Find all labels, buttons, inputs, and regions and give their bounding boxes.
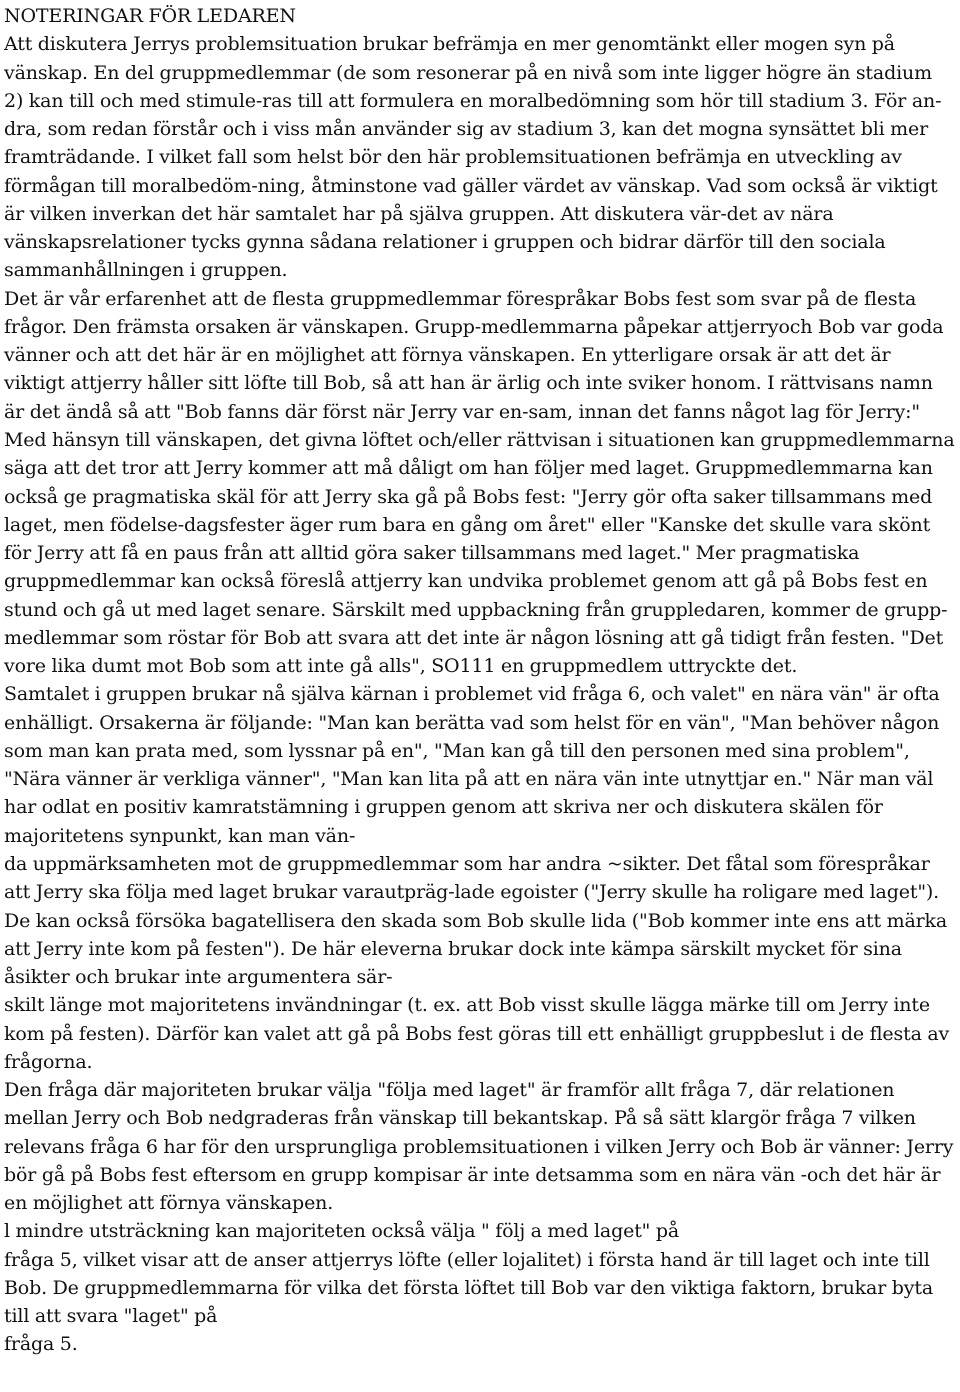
paragraph-8: fråga 5, vilket visar att de anser attjerrys löfte (eller lojalitet) i första hand är till laget och inte till Bob. De gruppmedlemmarna för vilka det första löftet till Bob var den viktiga faktorn, brukar byta till att svara "laget" på [4, 1248, 934, 1328]
paragraph-7: l mindre utsträckning kan majoriteten också välja " följ a med laget" på [4, 1220, 680, 1243]
paragraph-1: Att diskutera Jerrys problemsituation brukar befrämja en mer genomtänkt eller mogen syn på vänskap. En del gruppmedlemmar (de som resonerar på en nivå som inte ligger högre än stadium 2) kan till och med stimule-ras till att formulera en moralbedömning som hör till stadium 3. För an-dra, som redan förstår och i viss mån använder sig av stadium 3, kan det mogna synsättet bli mer framträdande. I vilket fall som helst bör den här problemsituationen befrämja en utveckling av förmågan till moralbedöm-ning, åtminstone vad gäller värdet av vänskap. Vad som också är viktigt är vilken inverkan det här samtalet har på själva gruppen. Att diskutera vär-det av nära vänskapsrelationer tycks gynna sådana relationer i gruppen och bidrar därför till den sociala sammanhållningen i gruppen. [4, 33, 942, 282]
paragraph-3: Samtalet i gruppen brukar nå själva kärnan i problemet vid fråga 6, och valet" en nära vän" är ofta enhälligt. Orsakerna är följande: "Man kan berätta vad som helst för en vän", "Man behöver någon som man kan prata med, som lyssnar på en", "Man kan gå till den personen med sina problem", "Nära vänner är verkliga vänner", "Man kan lita på att en nära vän inte utnyttjar en." När man väl har odlat en positiv kamratstämning i gruppen genom att skriva ner och diskutera skälen för majoritetens synpunkt, kan man vän- [4, 683, 940, 847]
paragraph-4: da uppmärksamheten mot de gruppmedlemmar som har andra ~sikter. Det fåtal som förespråkar att Jerry ska följa med laget brukar varautpräg-lade egoister ("Jerry skulle ha roligare med laget"). De kan också försöka bagatellisera den skada som Bob skulle lida ("Bob kommer inte ens att märka att Jerry inte kom på festen"). De här eleverna brukar dock inte kämpa särskilt mycket för sina åsikter och brukar inte argumentera sär- [4, 852, 948, 989]
document-heading: NOTERINGAR FÖR LEDAREN [4, 5, 296, 27]
paragraph-6: Den fråga där majoriteten brukar välja "följa med laget" är framför allt fråga 7, där relationen mellan Jerry och Bob nedgraderas från vänskap till bekantskap. På så sätt klargör fråga 7 vilken relevans fråga 6 har för den ursprungliga problemsituationen i vilken Jerry och Bob är vänner: Jerry bör gå på Bobs fest eftersom en grupp kompisar är inte detsamma som en nära vän -och det här är en möjlighet att förnya vänskapen. [4, 1079, 954, 1215]
document-page [4, 2, 956, 1359]
paragraph-5: skilt länge mot majoritetens invändningar (t. ex. att Bob visst skulle lägga märke till om Jerry inte kom på festen). Därför kan valet att gå på Bobs fest göras till ett enhälligt gruppbeslut i de flesta av frågorna. [4, 994, 950, 1073]
paragraph-9: fråga 5. [4, 1333, 78, 1356]
paragraph-2: Det är vår erfarenhet att de flesta gruppmedlemmar förespråkar Bobs fest som svar på de flesta frågor. Den främsta orsaken är vänskapen. Grupp-medlemmarna påpekar attjerryoch Bob var goda vänner och att det här är en möjlighet att förnya vänskapen. En ytterligare orsak är att det är viktigt attjerry håller sitt löfte till Bob, så att han är ärlig och inte sviker honom. I rättvisans namn är det ändå så att "Bob fanns där först när Jerry var en-sam, innan det fanns något lag för Jerry:" Med hänsyn till vänskapen, det givna löftet och/eller rättvisan i situationen kan gruppmedlemmarna säga att det tror att Jerry kommer att må dåligt om han följer med laget. Gruppmedlemmarna kan också ge pragmatiska skäl för att Jerry ska gå på Bobs fest: "Jerry gör ofta saker tillsammans med laget, men födelse-dagsfester äger rum bara en gång om året" eller "Kanske det skulle vara skönt för Jerry att få en paus från att alltid göra saker tillsammans med laget." Mer pragmatiska gruppmedlemmar kan också föreslå attjerry kan undvika problemet genom att gå på Bobs fest en stund och gå ut med laget senare. Särskilt med uppbackning från gruppledaren, kommer de grupp-medlemmar som röstar för Bob att svara att det inte är någon lösning att gå tidigt från festen. "Det vore lika dumt mot Bob som att inte gå alls", SO111 en gruppmedlem uttryckte det. [4, 287, 955, 678]
